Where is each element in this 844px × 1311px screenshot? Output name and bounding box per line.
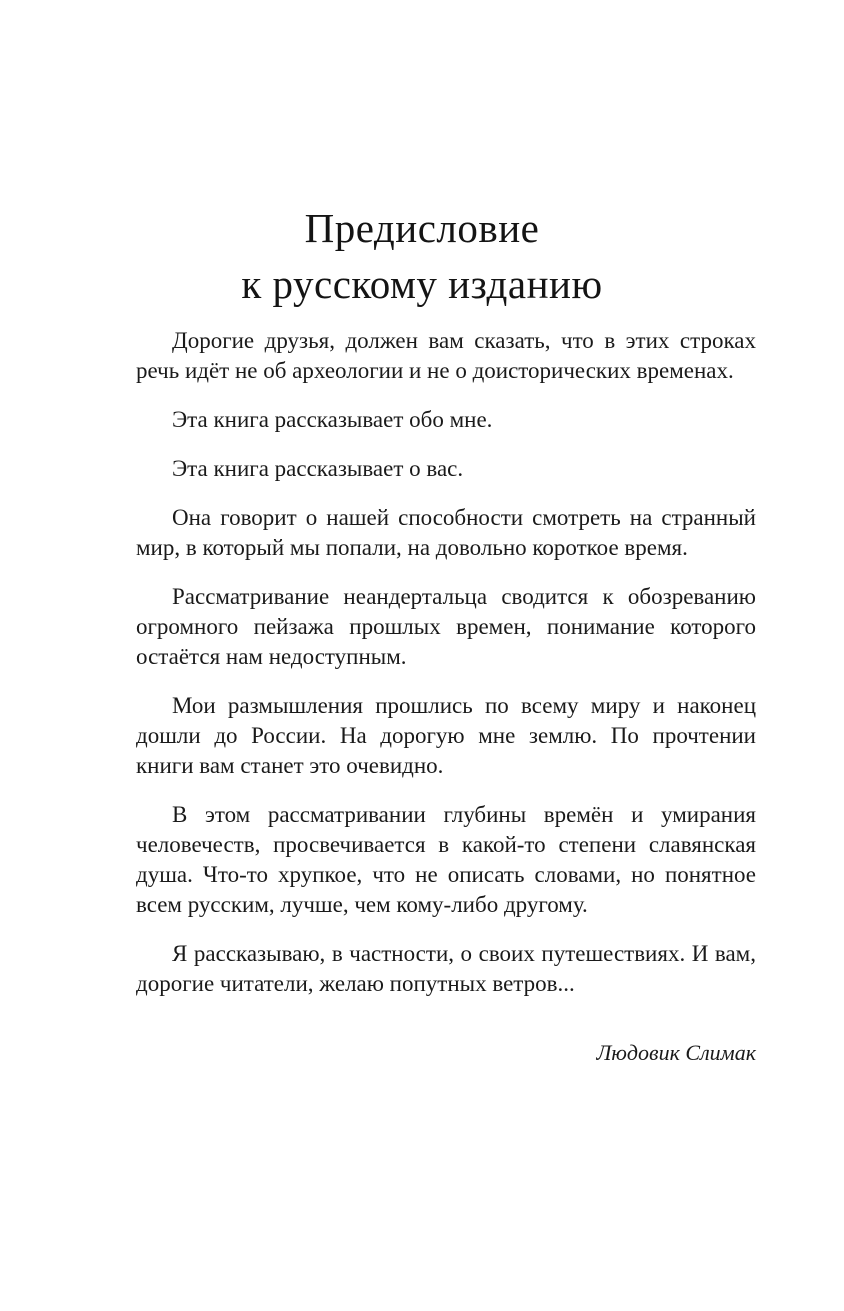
title-line-1: Предисловие: [304, 205, 540, 251]
body-text: [136, 326, 756, 999]
title-line-2: к русскому изданию: [241, 261, 603, 307]
paragraph-7: В этом рассматривании глубины времён и умирания человечеств, просвечивается в какой-то степени славянская душа. Что-то хрупкое, что не описать словами, но понятное всем русским, лучше, чем кому-либо другому.: [136, 802, 756, 917]
paragraph-2: Эта книга рассказывает обо мне.: [172, 407, 493, 432]
paragraph-5: Рассматривание неандертальца сводится к обозреванию огромного пейзажа прошлых времен, понимание которого остаётся нам недоступным.: [136, 584, 756, 669]
paragraph-1: Дорогие друзья, должен вам сказать, что в этих строках речь идёт не об археологии и не о доисторических временах.: [136, 328, 756, 383]
paragraph-6: Мои размышления прошлись по всему миру и наконец дошли до России. На дорогую мне землю. По прочтении книги вам станет это очевидно.: [136, 693, 756, 778]
paragraph-3: Эта книга рассказывает о вас.: [172, 456, 464, 481]
page-title: [0, 200, 844, 312]
paragraph-8: Я рассказываю, в частности, о своих путешествиях. И вам, дорогие читатели, желаю попутных ветров...: [136, 941, 756, 996]
paragraph-4: Она говорит о нашей способности смотреть на странный мир, в который мы попали, на довольно короткое время.: [136, 505, 756, 560]
author-signature: Людовик Слимак: [596, 1040, 756, 1065]
